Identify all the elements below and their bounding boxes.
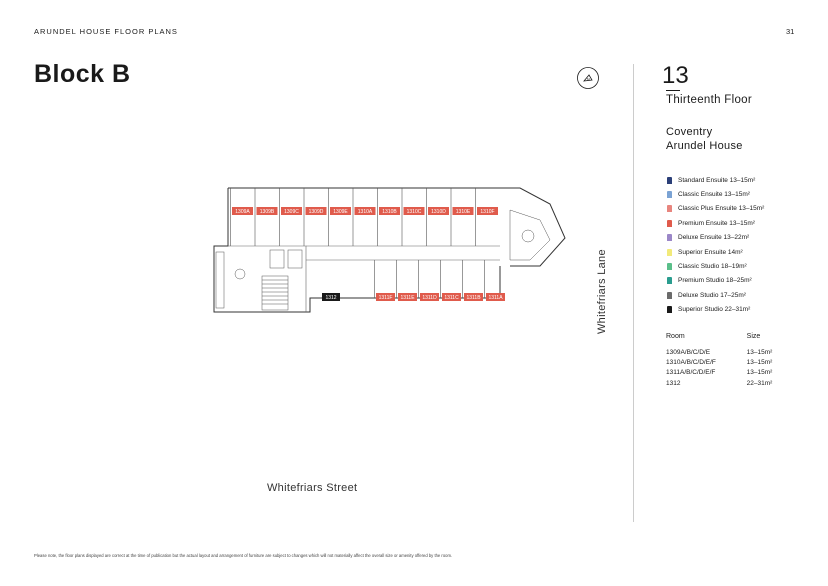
- legend-label: Premium Studio 18–25m²: [678, 277, 752, 285]
- svg-text:1310F: 1310F: [480, 209, 495, 215]
- room-tag-1310F: [477, 207, 498, 215]
- svg-text:1309A: 1309A: [235, 209, 250, 215]
- room-table-row: [666, 369, 786, 379]
- size-cell: 13–15m²: [746, 349, 773, 356]
- floor-plan-svg: [210, 180, 570, 320]
- size-column-header: Size: [746, 333, 761, 340]
- svg-text:1309D: 1309D: [308, 209, 324, 215]
- room-type-legend: [667, 173, 807, 317]
- legend-label: Deluxe Ensuite 13–22m²: [678, 234, 750, 242]
- room-cell: 1311A/B/C/D/E/F: [666, 369, 716, 377]
- svg-text:1310E: 1310E: [455, 209, 471, 215]
- room-tag-1309C: [281, 207, 302, 215]
- room-tag-1310B: [379, 207, 400, 215]
- room-table-body: [666, 349, 786, 390]
- legend-label: Deluxe Studio 17–25m²: [678, 291, 746, 299]
- room-cell: 1312: [666, 379, 681, 387]
- legend-item: [667, 259, 807, 273]
- svg-text:1311D: 1311D: [422, 295, 437, 301]
- legend-item: [667, 187, 807, 201]
- legend-item: [667, 303, 807, 317]
- disclaimer-footnote: Please note, the floor plans displayed are correct at the time of publication but the actual layout and arrangement of furniture are subject to changes which will not materially affect the overall size or amenity offered by the room.: [34, 553, 453, 558]
- floor-number-underline: [666, 90, 680, 91]
- room-table-row: [666, 359, 786, 369]
- svg-text:1309C: 1309C: [284, 209, 299, 215]
- legend-swatch: [667, 177, 672, 184]
- svg-text:1311E: 1311E: [400, 295, 415, 301]
- room-tag-1311F: [376, 293, 395, 301]
- floor-plan-drawing: [210, 180, 570, 320]
- legend-label: Classic Ensuite 13–15m²: [678, 191, 750, 199]
- floor-number: 13: [662, 62, 689, 89]
- room-table-header: [666, 333, 786, 347]
- svg-text:1309B: 1309B: [259, 209, 275, 215]
- svg-text:N: N: [587, 76, 590, 82]
- legend-swatch: [667, 263, 672, 270]
- room-tag-1312: [322, 293, 340, 301]
- room-tag-1309A: [232, 207, 253, 215]
- room-table-row: [666, 380, 786, 390]
- room-tag-1311E: [398, 293, 417, 301]
- svg-text:1310A: 1310A: [357, 209, 373, 215]
- legend-label: Superior Studio 22–31m²: [678, 306, 751, 314]
- legend-swatch: [667, 249, 672, 256]
- size-cell: 13–15m²: [746, 369, 773, 377]
- room-column-header: Room: [666, 333, 685, 340]
- legend-label: Premium Ensuite 13–15m²: [678, 219, 755, 227]
- svg-text:1309E: 1309E: [333, 209, 348, 215]
- svg-text:1311B: 1311B: [466, 295, 481, 301]
- building-city: Coventry: [666, 126, 713, 138]
- legend-item: [667, 216, 807, 230]
- legend-item: [667, 288, 807, 302]
- legend-label: Superior Ensuite 14m²: [678, 248, 743, 256]
- svg-text:1311F: 1311F: [378, 295, 393, 301]
- room-cell: 1310A/B/C/D/E/F: [666, 359, 716, 367]
- legend-swatch: [667, 277, 672, 284]
- size-cell: 13–15m²: [746, 359, 773, 367]
- legend-label: Standard Ensuite 13–15m²: [678, 176, 756, 184]
- room-table-row: [666, 349, 786, 359]
- legend-swatch: [667, 191, 672, 198]
- room-size-table: [666, 333, 786, 390]
- room-tag-1310A: [355, 207, 376, 215]
- room-tag-1311C: [442, 293, 461, 301]
- room-tag-1310C: [404, 207, 425, 215]
- north-compass-icon: [576, 66, 600, 90]
- room-tag-1311D: [420, 293, 439, 301]
- room-tag-1310E: [453, 207, 474, 215]
- svg-text:1311A: 1311A: [488, 295, 503, 301]
- legend-swatch: [667, 205, 672, 212]
- svg-text:1311C: 1311C: [444, 295, 459, 301]
- page-number: 31: [786, 27, 795, 36]
- size-cell: 22–31m²: [746, 379, 773, 387]
- section-divider: [633, 64, 634, 522]
- legend-label: Classic Studio 18–19m²: [678, 263, 747, 271]
- legend-swatch: [667, 306, 672, 313]
- room-tag-1311A: [486, 293, 505, 301]
- legend-swatch: [667, 292, 672, 299]
- legend-item: [667, 231, 807, 245]
- building-name: Arundel House: [666, 140, 743, 152]
- document-header-title: ARUNDEL HOUSE FLOOR PLANS: [34, 27, 178, 36]
- room-tag-1309D: [306, 207, 327, 215]
- block-title: Block B: [34, 60, 131, 88]
- legend-swatch: [667, 234, 672, 241]
- room-tag-1309B: [257, 207, 278, 215]
- room-cell: 1309A/B/C/D/E: [666, 349, 711, 356]
- room-tag-1311B: [464, 293, 483, 301]
- room-tag-1309E: [330, 207, 351, 215]
- legend-item: [667, 202, 807, 216]
- svg-text:1312: 1312: [325, 295, 337, 301]
- lane-label: Whitefriars Lane: [596, 249, 608, 334]
- legend-item: [667, 274, 807, 288]
- svg-text:1310B: 1310B: [382, 209, 397, 215]
- legend-label: Classic Plus Ensuite 13–15m²: [678, 205, 765, 213]
- room-tag-1310D: [428, 207, 449, 215]
- svg-text:1310D: 1310D: [431, 209, 446, 215]
- floor-name: Thirteenth Floor: [666, 94, 752, 106]
- svg-text:1310C: 1310C: [406, 209, 422, 215]
- legend-swatch: [667, 220, 672, 227]
- street-label: Whitefriars Street: [267, 482, 358, 494]
- legend-item: [667, 245, 807, 259]
- legend-item: [667, 173, 807, 187]
